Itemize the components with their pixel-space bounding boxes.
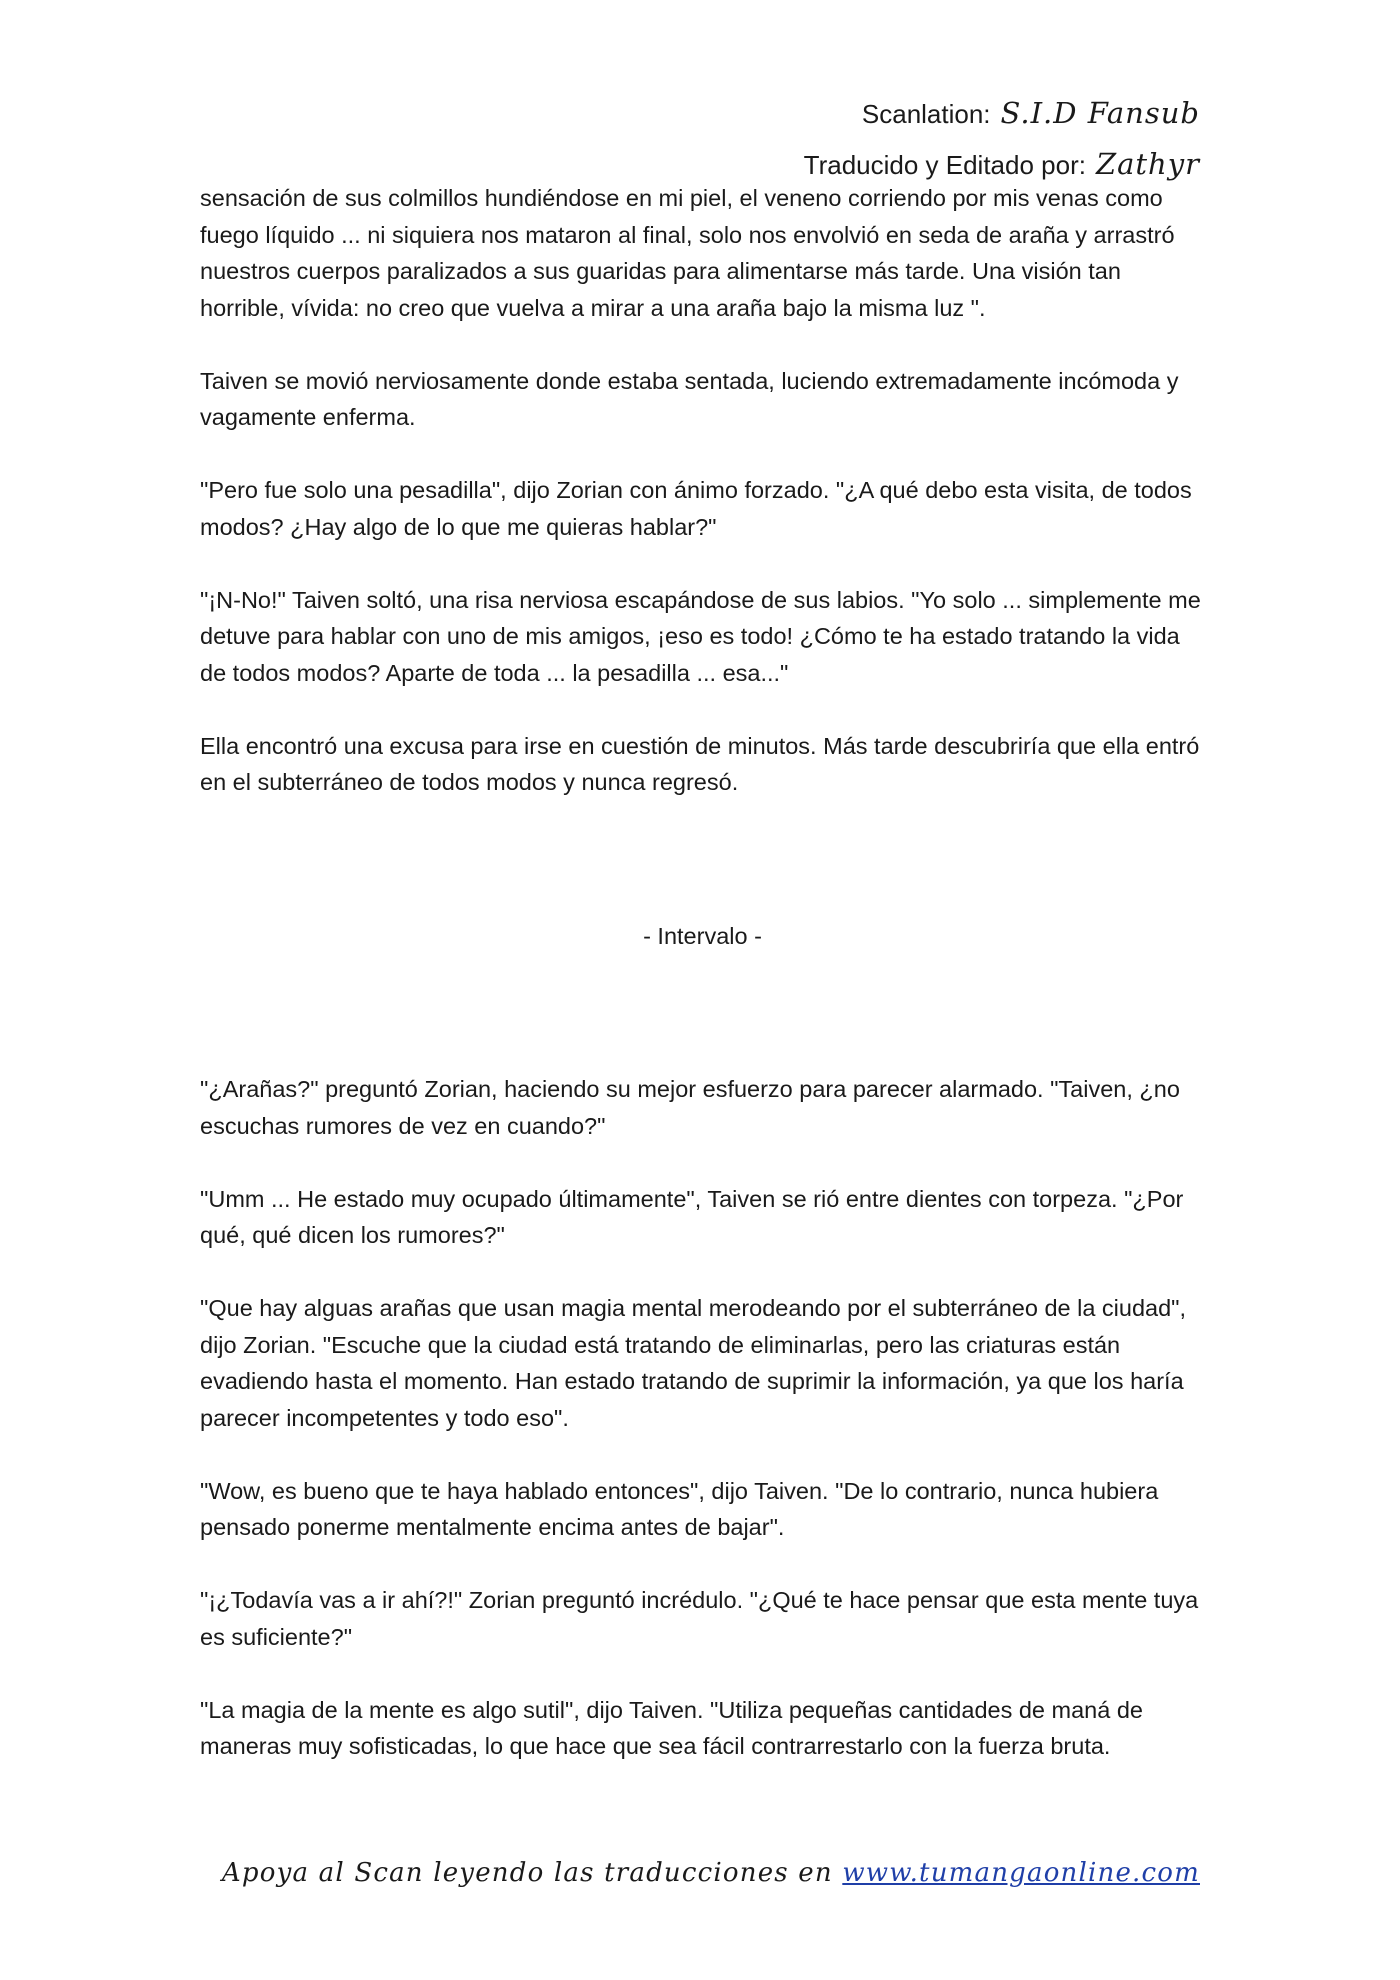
scanlation-group: S.I.D Fansub bbox=[1000, 96, 1200, 130]
translator-name: Zathyr bbox=[1095, 147, 1200, 181]
paragraph: "Umm ... He estado muy ocupado últimamente", Taiven se rió entre dientes con torpeza. "¿Por qué, qué dicen los rumores?" bbox=[200, 1185, 1184, 1248]
paragraph: "Pero fue solo una pesadilla", dijo Zorian con ánimo forzado. "¿A qué debo esta visita, de todos modos? ¿Hay algo de lo que me quieras hablar?" bbox=[200, 477, 1192, 540]
website-link[interactable]: www.tumangaonline.com bbox=[842, 1858, 1200, 1888]
paragraph: Ella encontró una excusa para irse en cuestión de minutos. Más tarde descubriría que ella entró en el subterráneo de todos modos y nunca regresó. bbox=[200, 732, 1200, 795]
translator-label: Traducido y Editado por: bbox=[803, 150, 1086, 180]
scanlation-credit bbox=[804, 88, 1200, 139]
paragraph: sensación de sus colmillos hundiéndose en mi piel, el veneno corriendo por mis venas como fuego líquido ... ni siquiera nos mataron al final, solo nos envolvió en seda de araña y arrastró nuestros cuerpos paralizados a sus guaridas para alimentarse más tarde. Una visión tan horrible, vívida: no creo que vuelva a mirar a una araña bajo la misma luz ". bbox=[200, 185, 1175, 321]
paragraph: "Wow, es bueno que te haya hablado entonces", dijo Taiven. "De lo contrario, nunca hubiera pensado ponerme mentalmente encima antes de bajar". bbox=[200, 1477, 1159, 1540]
section-break: - Intervalo - bbox=[643, 922, 762, 949]
paragraph: "La magia de la mente es algo sutil", dijo Taiven. "Utiliza pequeñas cantidades de maná de maneras muy sofisticadas, lo que hace que sea fácil contrarrestarlo con la fuerza bruta. bbox=[200, 1696, 1143, 1759]
chapter-text bbox=[200, 180, 1205, 1801]
paragraph: Taiven se movió nerviosamente donde estaba sentada, luciendo extremadamente incómoda y vagamente enferma. bbox=[200, 367, 1179, 430]
scanlation-label: Scanlation: bbox=[861, 99, 991, 129]
footer-text: Apoya al Scan leyendo las traducciones en bbox=[221, 1858, 833, 1888]
support-footer bbox=[222, 1858, 1200, 1888]
paragraph: "¡N-No!" Taiven soltó, una risa nerviosa escapándose de sus labios. "Yo solo ... simplemente me detuve para hablar con uno de mis amigos, ¡eso es todo! ¿Cómo te ha estado tratando la vida de todos modos? Aparte de toda ... la pesadilla ... esa..." bbox=[200, 586, 1201, 686]
paragraph: "¡¿Todavía vas a ir ahí?!" Zorian preguntó incrédulo. "¿Qué te hace pensar que esta mente tuya es suficiente?" bbox=[200, 1587, 1199, 1650]
paragraph: "¿Arañas?" preguntó Zorian, haciendo su mejor esfuerzo para parecer alarmado. "Taiven, ¿no escuchas rumores de vez en cuando?" bbox=[200, 1076, 1180, 1139]
credits-header bbox=[804, 88, 1200, 190]
paragraph: "Que hay alguas arañas que usan magia mental merodeando por el subterráneo de la ciudad", dijo Zorian. "Escuche que la ciudad está tratando de eliminarlas, pero las criaturas están evadiendo hasta el momento. Han estado tratando de suprimir la información, ya que los haría parecer incompetentes y todo eso". bbox=[200, 1295, 1187, 1431]
